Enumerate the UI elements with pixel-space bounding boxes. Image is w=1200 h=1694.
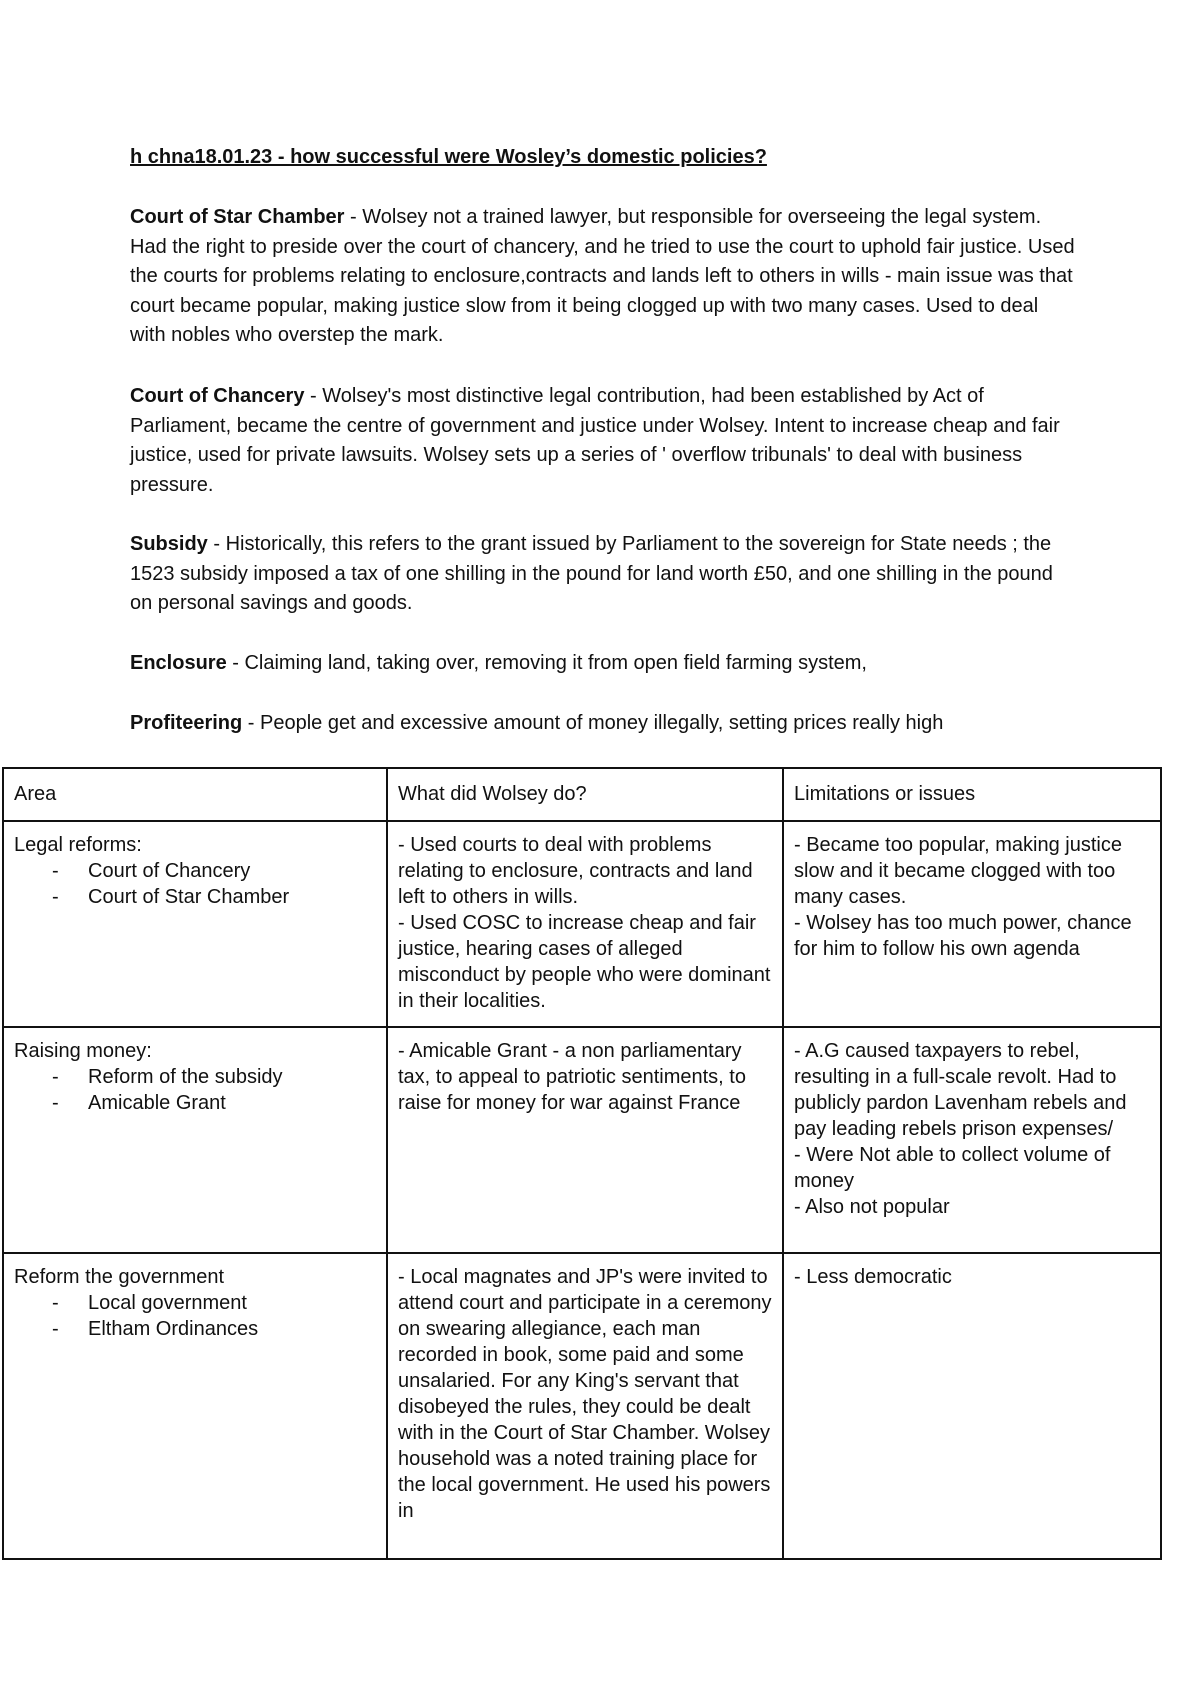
table-row bbox=[3, 1027, 1161, 1253]
issue-point: - Were Not able to collect volume of money bbox=[794, 1144, 1111, 1192]
definition-enclosure bbox=[130, 649, 1075, 679]
area-cell bbox=[3, 821, 387, 1027]
actions-cell bbox=[387, 1027, 783, 1253]
policy-table bbox=[2, 767, 1162, 1560]
definition-term: Enclosure bbox=[130, 652, 227, 674]
list-item: - Local government bbox=[14, 1290, 378, 1316]
header-issues: Limitations or issues bbox=[783, 768, 1161, 821]
definition-term: Court of Star Chamber bbox=[130, 206, 345, 228]
definition-text: - People get and excessive amount of money illegally, setting prices really high bbox=[242, 712, 944, 734]
area-label: Reform the government bbox=[14, 1266, 225, 1288]
header-area: Area bbox=[3, 768, 387, 821]
issues-cell bbox=[783, 1027, 1161, 1253]
list-item: - Eltham Ordinances bbox=[14, 1316, 378, 1342]
table-header-row bbox=[3, 768, 1161, 821]
action-point: - Local magnates and JP's were invited to attend court and participate in a ceremony on swearing allegiance, each man recorded in book, some paid and some unsalaried. For any King's servant that disobeyed the rules, they could be dealt with in the Court of Star Chamber. Wolsey household was a noted training place for the local government. He used his powers in bbox=[398, 1266, 772, 1522]
area-sublist bbox=[14, 858, 378, 910]
area-sublist bbox=[14, 1064, 378, 1116]
actions-cell bbox=[387, 1253, 783, 1559]
area-cell bbox=[3, 1027, 387, 1253]
definition-term: Subsidy bbox=[130, 533, 208, 555]
area-label: Legal reforms: bbox=[14, 834, 142, 856]
table-row bbox=[3, 821, 1161, 1027]
table-row bbox=[3, 1253, 1161, 1559]
definition-chancery bbox=[130, 382, 1075, 500]
definition-term: Court of Chancery bbox=[130, 385, 305, 407]
area-sublist bbox=[14, 1290, 378, 1342]
action-point: - Used courts to deal with problems relating to enclosure, contracts and land left to others in wills. bbox=[398, 834, 753, 908]
issue-point: - Became too popular, making justice slow and it became clogged with too many cases. bbox=[794, 834, 1122, 908]
list-item: - Court of Chancery bbox=[14, 858, 378, 884]
area-cell bbox=[3, 1253, 387, 1559]
issues-cell bbox=[783, 1253, 1161, 1559]
issue-point: - Wolsey has too much power, chance for him to follow his own agenda bbox=[794, 912, 1132, 960]
issue-point: - A.G caused taxpayers to rebel, resulting in a full-scale revolt. Had to publicly pardon Lavenham rebels and pay leading rebels prison expenses/ bbox=[794, 1040, 1127, 1140]
action-point: - Amicable Grant - a non parliamentary tax, to appeal to patriotic sentiments, to raise for money for war against France bbox=[398, 1040, 746, 1114]
definition-subsidy bbox=[130, 530, 1075, 619]
definition-star-chamber bbox=[130, 203, 1075, 351]
definition-term: Profiteering bbox=[130, 712, 243, 734]
header-actions: What did Wolsey do? bbox=[387, 768, 783, 821]
area-label: Raising money: bbox=[14, 1040, 152, 1062]
list-item: - Court of Star Chamber bbox=[14, 884, 378, 910]
definition-text: - Wolsey's most distinctive legal contribution, had been established by Act of Parliament, became the centre of government and justice under Wolsey. Intent to increase cheap and fair justice, used for private lawsuits. Wolsey sets up a series of ' overflow tribunals' to deal with business pressure. bbox=[130, 385, 1060, 496]
list-item: - Reform of the subsidy bbox=[14, 1064, 378, 1090]
definition-text: - Historically, this refers to the grant issued by Parliament to the sovereign for State needs ; the 1523 subsidy imposed a tax of one shilling in the pound for land worth £50, and one shilling in the pound on personal savings and goods. bbox=[130, 533, 1053, 614]
action-point: - Used COSC to increase cheap and fair justice, hearing cases of alleged misconduct by people who were dominant in their localities. bbox=[398, 912, 771, 1012]
list-item: - Amicable Grant bbox=[14, 1090, 378, 1116]
issue-point: - Also not popular bbox=[794, 1196, 950, 1218]
issue-point: - Less democratic bbox=[794, 1266, 952, 1288]
definition-profiteering bbox=[130, 709, 1075, 739]
document-title: h chna18.01.23 - how successful were Wosley’s domestic policies? bbox=[130, 146, 767, 168]
issues-cell bbox=[783, 821, 1161, 1027]
actions-cell bbox=[387, 821, 783, 1027]
definition-text: - Claiming land, taking over, removing it from open field farming system, bbox=[226, 652, 867, 674]
definition-text: - Wolsey not a trained lawyer, but responsible for overseeing the legal system. Had the right to preside over the court of chancery, and he tried to use the court to uphold fair justice. Used the courts for problems relating to enclosure,contracts and lands left to others in wills - main issue was that court became popular, making justice slow from it being clogged up with two many cases. Used to deal with nobles who overstep the mark. bbox=[130, 206, 1075, 346]
